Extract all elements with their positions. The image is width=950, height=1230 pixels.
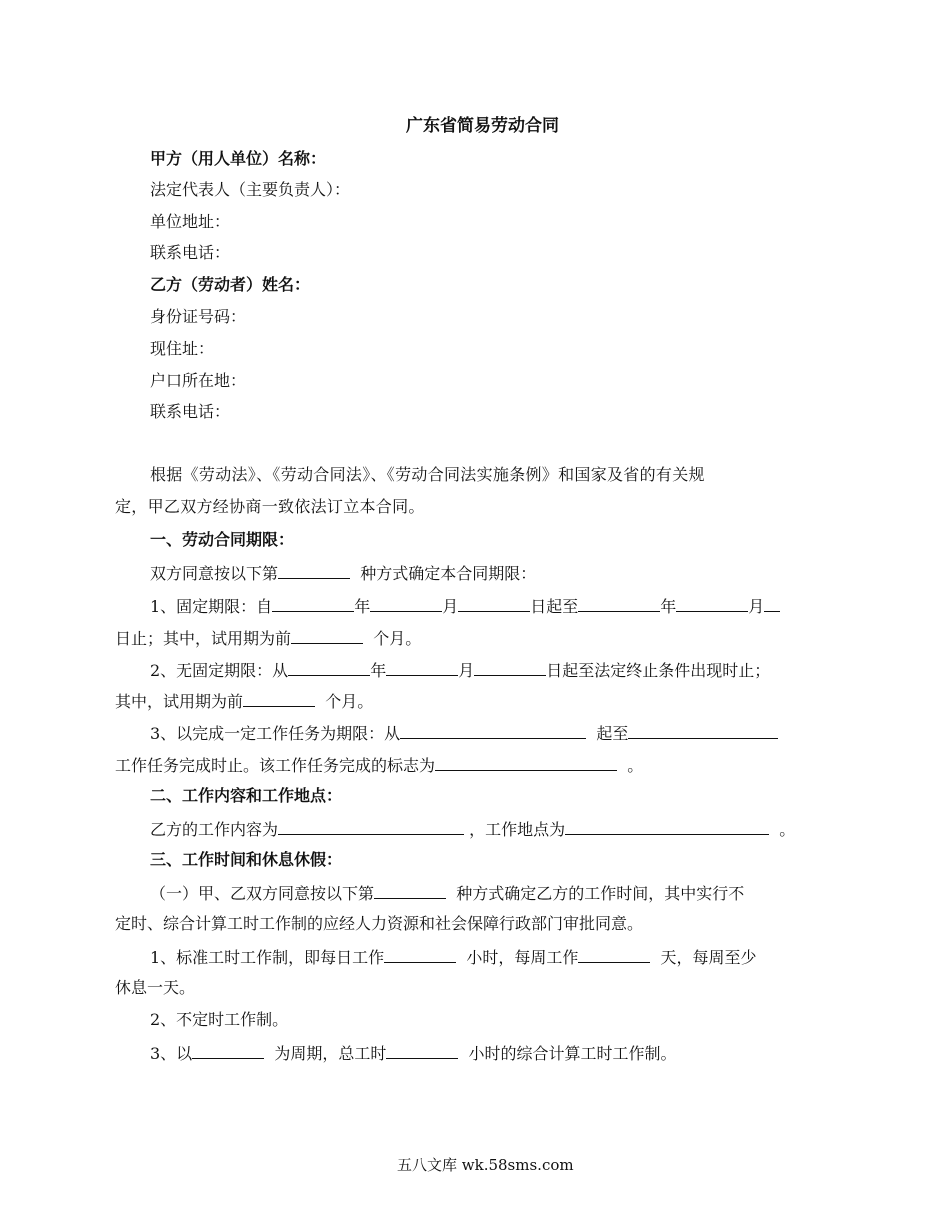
open-term-line: 2、无固定期限：从 年 月 日起至法定终止条件出现时止； [150, 661, 771, 680]
party-b-hukou-label: 户口所在地： [150, 371, 247, 390]
page-title: 广东省简易劳动合同 [406, 116, 559, 136]
open-year-blank[interactable] [288, 659, 370, 676]
start-year-blank[interactable] [272, 595, 354, 612]
open-probation-line: 其中，试用期为前 个月。 [115, 692, 374, 711]
footer-watermark: 五八文库 wk.58sms.com [397, 1156, 574, 1174]
work-content-line: 乙方的工作内容为 ，工作地点为 。 [150, 820, 796, 839]
section-2-heading: 二、工作内容和工作地点： [150, 786, 343, 805]
party-b-phone-label: 联系电话： [150, 402, 231, 421]
cycle-blank[interactable] [192, 1042, 264, 1059]
total-hours-blank[interactable] [386, 1042, 458, 1059]
party-a-address-label: 单位地址： [150, 212, 231, 231]
standard-hours-line-2: 休息一天。 [115, 978, 196, 997]
party-b-residence-label: 现住址： [150, 339, 215, 358]
end-year-blank[interactable] [578, 595, 660, 612]
section-1-heading: 一、劳动合同期限： [150, 530, 295, 549]
work-time-line-2: 定时、综合计算工时工作制的应经人力资源和社会保障行政部门审批同意。 [115, 914, 644, 933]
preamble-line-1: 根据《劳动法》、《劳动合同法》、《劳动合同法实施条例》和国家及省的有关规 [150, 465, 705, 484]
open-probation-blank[interactable] [243, 690, 315, 707]
open-day-blank[interactable] [474, 659, 546, 676]
task-end-blank[interactable] [628, 722, 778, 739]
fixed-probation-blank[interactable] [291, 627, 363, 644]
task-start-blank[interactable] [400, 722, 586, 739]
party-b-id-label: 身份证号码： [150, 307, 247, 326]
end-month-blank[interactable] [676, 595, 748, 612]
daily-hours-blank[interactable] [384, 946, 456, 963]
comprehensive-hours-line: 3、以 为周期，总工时 小时的综合计算工时工作制。 [150, 1044, 677, 1063]
work-time-line-1: （一）甲、乙双方同意按以下第 种方式确定乙方的工作时间，其中实行不 [150, 884, 745, 903]
open-month-blank[interactable] [386, 659, 458, 676]
term-option-line: 双方同意按以下第 种方式确定本合同期限： [150, 564, 537, 583]
weekly-days-blank[interactable] [578, 946, 650, 963]
end-day-blank[interactable] [764, 595, 780, 612]
term-option-blank[interactable] [278, 562, 350, 579]
work-location-blank[interactable] [565, 818, 769, 835]
task-completion-blank[interactable] [435, 754, 617, 771]
flexible-hours-line: 2、不定时工作制。 [150, 1010, 289, 1029]
standard-hours-line: 1、标准工时工作制，即每日工作 小时，每周工作 天，每周至少 [150, 948, 757, 967]
fixed-probation-line: 日止；其中，试用期为前 个月。 [115, 629, 422, 648]
party-a-rep-label: 法定代表人（主要负责人）： [150, 180, 351, 199]
preamble-line-2: 定，甲乙双方经协商一致依法订立本合同。 [115, 497, 425, 516]
task-term-line: 3、以完成一定工作任务为期限：从 起至 [150, 722, 778, 744]
party-a-name-label: 甲方（用人单位）名称： [150, 149, 327, 168]
party-b-name-label: 乙方（劳动者）姓名： [150, 275, 311, 294]
fixed-term-line: 1、固定期限：自 年 月 日起至 年 月 [150, 595, 780, 617]
party-a-phone-label: 联系电话： [150, 243, 231, 262]
section-3-heading: 三、工作时间和休息休假： [150, 850, 343, 869]
work-content-blank[interactable] [278, 818, 464, 835]
start-month-blank[interactable] [370, 595, 442, 612]
start-day-blank[interactable] [458, 595, 530, 612]
task-completion-line: 工作任务完成时止。该工作任务完成的标志为 。 [115, 756, 644, 775]
work-time-option-blank[interactable] [374, 882, 446, 899]
